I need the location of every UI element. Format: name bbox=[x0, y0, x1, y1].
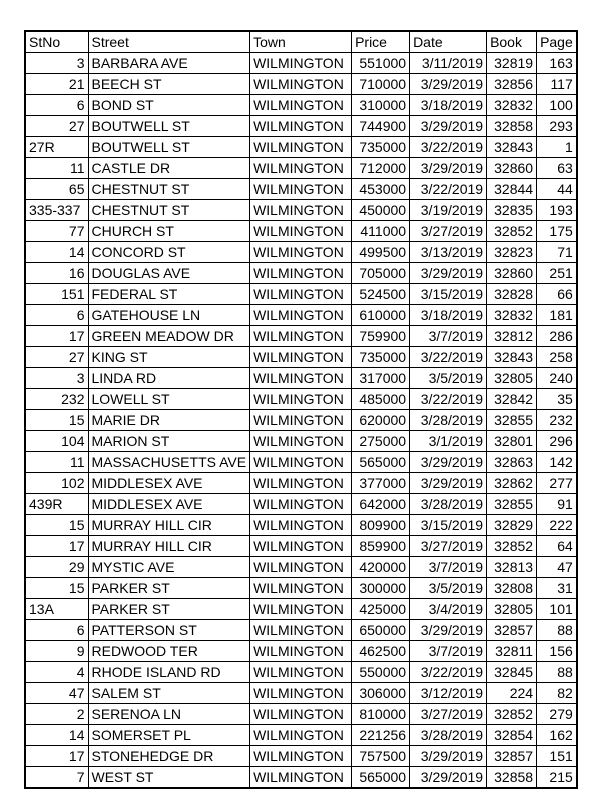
table-row bbox=[25, 683, 577, 704]
cell-stno[interactable]: 6 bbox=[25, 95, 88, 116]
cell-price[interactable]: 450000 bbox=[352, 200, 410, 221]
cell-page[interactable]: 175 bbox=[537, 221, 577, 242]
cell-date[interactable]: 3/28/2019 bbox=[410, 725, 487, 746]
cell-date[interactable]: 3/29/2019 bbox=[410, 746, 487, 767]
table-row bbox=[25, 221, 577, 242]
cell-price[interactable]: 377000 bbox=[352, 473, 410, 494]
cell-date[interactable]: 3/7/2019 bbox=[410, 326, 487, 347]
cell-book[interactable]: 32808 bbox=[487, 578, 537, 599]
cell-page[interactable]: 66 bbox=[537, 284, 577, 305]
cell-stno[interactable]: 16 bbox=[25, 263, 88, 284]
table-row bbox=[25, 578, 577, 599]
cell-date[interactable]: 3/29/2019 bbox=[410, 452, 487, 473]
cell-street[interactable]: BOUTWELL ST bbox=[88, 116, 250, 137]
cell-page[interactable]: 251 bbox=[537, 263, 577, 284]
cell-book[interactable]: 32823 bbox=[487, 242, 537, 263]
cell-town[interactable]: WILMINGTON bbox=[250, 95, 352, 116]
cell-page[interactable]: 142 bbox=[537, 452, 577, 473]
cell-town[interactable]: WILMINGTON bbox=[250, 284, 352, 305]
table-row bbox=[25, 536, 577, 557]
cell-price[interactable]: 420000 bbox=[352, 557, 410, 578]
cell-page[interactable]: 277 bbox=[537, 473, 577, 494]
cell-price[interactable]: 620000 bbox=[352, 410, 410, 431]
cell-price[interactable]: 300000 bbox=[352, 578, 410, 599]
cell-date[interactable]: 3/29/2019 bbox=[410, 620, 487, 641]
cell-page[interactable]: 156 bbox=[537, 641, 577, 662]
table-row bbox=[25, 641, 577, 662]
cell-book[interactable]: 32805 bbox=[487, 599, 537, 620]
cell-town[interactable]: WILMINGTON bbox=[250, 662, 352, 683]
table-row bbox=[25, 662, 577, 683]
cell-book[interactable]: 32852 bbox=[487, 704, 537, 725]
table-row bbox=[25, 389, 577, 410]
cell-town[interactable]: WILMINGTON bbox=[250, 221, 352, 242]
cell-town[interactable]: WILMINGTON bbox=[250, 53, 352, 74]
cell-page[interactable]: 44 bbox=[537, 179, 577, 200]
cell-street[interactable]: KING ST bbox=[88, 347, 250, 368]
column-header-stno[interactable]: StNo bbox=[25, 31, 88, 53]
table-row bbox=[25, 179, 577, 200]
cell-street[interactable]: BEECH ST bbox=[88, 74, 250, 95]
spreadsheet-region bbox=[24, 30, 578, 789]
cell-price[interactable]: 610000 bbox=[352, 305, 410, 326]
cell-date[interactable]: 3/29/2019 bbox=[410, 263, 487, 284]
cell-town[interactable]: WILMINGTON bbox=[250, 536, 352, 557]
table-body bbox=[25, 53, 577, 789]
cell-street[interactable]: MARION ST bbox=[88, 431, 250, 452]
cell-stno[interactable]: 27 bbox=[25, 116, 88, 137]
cell-page[interactable]: 232 bbox=[537, 410, 577, 431]
cell-date[interactable]: 3/15/2019 bbox=[410, 284, 487, 305]
cell-stno[interactable]: 27 bbox=[25, 347, 88, 368]
table-row bbox=[25, 515, 577, 536]
cell-town[interactable]: WILMINGTON bbox=[250, 347, 352, 368]
cell-book[interactable]: 32858 bbox=[487, 116, 537, 137]
cell-street[interactable]: LOWELL ST bbox=[88, 389, 250, 410]
cell-page[interactable]: 100 bbox=[537, 95, 577, 116]
cell-book[interactable]: 32819 bbox=[487, 53, 537, 74]
cell-page[interactable]: 35 bbox=[537, 389, 577, 410]
cell-price[interactable]: 710000 bbox=[352, 74, 410, 95]
cell-book[interactable]: 224 bbox=[487, 683, 537, 704]
cell-book[interactable]: 32860 bbox=[487, 263, 537, 284]
table-row bbox=[25, 326, 577, 347]
cell-date[interactable]: 3/7/2019 bbox=[410, 557, 487, 578]
cell-date[interactable]: 3/13/2019 bbox=[410, 242, 487, 263]
cell-price[interactable]: 524500 bbox=[352, 284, 410, 305]
cell-book[interactable]: 32862 bbox=[487, 473, 537, 494]
table-row bbox=[25, 494, 577, 515]
cell-page[interactable]: 31 bbox=[537, 578, 577, 599]
cell-date[interactable]: 3/29/2019 bbox=[410, 767, 487, 789]
cell-page[interactable]: 215 bbox=[537, 767, 577, 789]
cell-date[interactable]: 3/22/2019 bbox=[410, 347, 487, 368]
cell-stno[interactable]: 151 bbox=[25, 284, 88, 305]
table-row bbox=[25, 284, 577, 305]
cell-page[interactable]: 240 bbox=[537, 368, 577, 389]
cell-street[interactable]: FEDERAL ST bbox=[88, 284, 250, 305]
cell-price[interactable]: 485000 bbox=[352, 389, 410, 410]
cell-town[interactable]: WILMINGTON bbox=[250, 263, 352, 284]
cell-book[interactable]: 32843 bbox=[487, 137, 537, 158]
cell-street[interactable]: STONEHEDGE DR bbox=[88, 746, 250, 767]
cell-street[interactable]: CASTLE DR bbox=[88, 158, 250, 179]
cell-town[interactable]: WILMINGTON bbox=[250, 389, 352, 410]
cell-date[interactable]: 3/12/2019 bbox=[410, 683, 487, 704]
cell-stno[interactable]: 11 bbox=[25, 158, 88, 179]
cell-stno[interactable]: 11 bbox=[25, 452, 88, 473]
cell-date[interactable]: 3/27/2019 bbox=[410, 704, 487, 725]
cell-page[interactable]: 47 bbox=[537, 557, 577, 578]
cell-price[interactable]: 859900 bbox=[352, 536, 410, 557]
cell-stno[interactable]: 14 bbox=[25, 725, 88, 746]
cell-page[interactable]: 88 bbox=[537, 662, 577, 683]
cell-town[interactable]: WILMINGTON bbox=[250, 767, 352, 789]
cell-price[interactable]: 735000 bbox=[352, 347, 410, 368]
cell-stno[interactable]: 102 bbox=[25, 473, 88, 494]
table-row bbox=[25, 767, 577, 789]
cell-stno[interactable]: 335-337 bbox=[25, 200, 88, 221]
cell-page[interactable]: 151 bbox=[537, 746, 577, 767]
cell-street[interactable]: PARKER ST bbox=[88, 599, 250, 620]
cell-date[interactable]: 3/1/2019 bbox=[410, 431, 487, 452]
cell-book[interactable]: 32860 bbox=[487, 158, 537, 179]
cell-stno[interactable]: 4 bbox=[25, 662, 88, 683]
cell-date[interactable]: 3/5/2019 bbox=[410, 368, 487, 389]
cell-price[interactable]: 551000 bbox=[352, 53, 410, 74]
cell-town[interactable]: WILMINGTON bbox=[250, 473, 352, 494]
table-row bbox=[25, 263, 577, 284]
cell-book[interactable]: 32828 bbox=[487, 284, 537, 305]
cell-town[interactable]: WILMINGTON bbox=[250, 557, 352, 578]
cell-date[interactable]: 3/11/2019 bbox=[410, 53, 487, 74]
column-header-town[interactable]: Town bbox=[250, 31, 352, 53]
column-header-page[interactable]: Page bbox=[537, 31, 577, 53]
cell-stno[interactable]: 6 bbox=[25, 620, 88, 641]
cell-date[interactable]: 3/5/2019 bbox=[410, 578, 487, 599]
cell-town[interactable]: WILMINGTON bbox=[250, 200, 352, 221]
cell-date[interactable]: 3/28/2019 bbox=[410, 494, 487, 515]
cell-page[interactable]: 162 bbox=[537, 725, 577, 746]
cell-stno[interactable]: 14 bbox=[25, 242, 88, 263]
cell-town[interactable]: WILMINGTON bbox=[250, 725, 352, 746]
cell-book[interactable]: 32835 bbox=[487, 200, 537, 221]
cell-book[interactable]: 32843 bbox=[487, 347, 537, 368]
cell-street[interactable]: MASSACHUSETTS AVE bbox=[88, 452, 250, 473]
cell-page[interactable]: 101 bbox=[537, 599, 577, 620]
cell-date[interactable]: 3/27/2019 bbox=[410, 536, 487, 557]
table-row bbox=[25, 116, 577, 137]
cell-date[interactable]: 3/22/2019 bbox=[410, 662, 487, 683]
table-row bbox=[25, 452, 577, 473]
cell-street[interactable]: BOUTWELL ST bbox=[88, 137, 250, 158]
cell-page[interactable]: 222 bbox=[537, 515, 577, 536]
cell-street[interactable]: WEST ST bbox=[88, 767, 250, 789]
cell-street[interactable]: PATTERSON ST bbox=[88, 620, 250, 641]
cell-town[interactable]: WILMINGTON bbox=[250, 599, 352, 620]
column-header-date[interactable]: Date bbox=[410, 31, 487, 53]
cell-book[interactable]: 32845 bbox=[487, 662, 537, 683]
cell-book[interactable]: 32852 bbox=[487, 536, 537, 557]
cell-page[interactable]: 279 bbox=[537, 704, 577, 725]
cell-street[interactable]: REDWOOD TER bbox=[88, 641, 250, 662]
cell-stno[interactable]: 439R bbox=[25, 494, 88, 515]
cell-book[interactable]: 32842 bbox=[487, 389, 537, 410]
cell-street[interactable]: GREEN MEADOW DR bbox=[88, 326, 250, 347]
table-row bbox=[25, 74, 577, 95]
cell-stno[interactable]: 27R bbox=[25, 137, 88, 158]
cell-stno[interactable]: 15 bbox=[25, 515, 88, 536]
cell-town[interactable]: WILMINGTON bbox=[250, 746, 352, 767]
cell-page[interactable]: 163 bbox=[537, 53, 577, 74]
cell-town[interactable]: WILMINGTON bbox=[250, 242, 352, 263]
cell-street[interactable]: DOUGLAS AVE bbox=[88, 263, 250, 284]
table-row bbox=[25, 158, 577, 179]
table-row bbox=[25, 242, 577, 263]
cell-price[interactable]: 810000 bbox=[352, 704, 410, 725]
column-header-book[interactable]: Book bbox=[487, 31, 537, 53]
cell-town[interactable]: WILMINGTON bbox=[250, 179, 352, 200]
cell-page[interactable]: 293 bbox=[537, 116, 577, 137]
header-row bbox=[25, 31, 577, 53]
cell-book[interactable]: 32844 bbox=[487, 179, 537, 200]
cell-street[interactable]: SERENOA LN bbox=[88, 704, 250, 725]
cell-book[interactable]: 32855 bbox=[487, 410, 537, 431]
cell-book[interactable]: 32801 bbox=[487, 431, 537, 452]
table-row bbox=[25, 410, 577, 431]
cell-street[interactable]: BARBARA AVE bbox=[88, 53, 250, 74]
cell-street[interactable]: MURRAY HILL CIR bbox=[88, 515, 250, 536]
table-row bbox=[25, 200, 577, 221]
cell-stno[interactable]: 47 bbox=[25, 683, 88, 704]
cell-book[interactable]: 32857 bbox=[487, 620, 537, 641]
cell-page[interactable]: 71 bbox=[537, 242, 577, 263]
table-row bbox=[25, 137, 577, 158]
cell-town[interactable]: WILMINGTON bbox=[250, 620, 352, 641]
cell-stno[interactable]: 9 bbox=[25, 641, 88, 662]
cell-date[interactable]: 3/22/2019 bbox=[410, 179, 487, 200]
cell-price[interactable]: 565000 bbox=[352, 767, 410, 789]
cell-book[interactable]: 32829 bbox=[487, 515, 537, 536]
cell-stno[interactable]: 29 bbox=[25, 557, 88, 578]
cell-price[interactable]: 757500 bbox=[352, 746, 410, 767]
cell-date[interactable]: 3/18/2019 bbox=[410, 305, 487, 326]
cell-stno[interactable]: 232 bbox=[25, 389, 88, 410]
cell-town[interactable]: WILMINGTON bbox=[250, 116, 352, 137]
cell-price[interactable]: 453000 bbox=[352, 179, 410, 200]
cell-date[interactable]: 3/15/2019 bbox=[410, 515, 487, 536]
cell-town[interactable]: WILMINGTON bbox=[250, 683, 352, 704]
cell-street[interactable]: SOMERSET PL bbox=[88, 725, 250, 746]
cell-page[interactable]: 1 bbox=[537, 137, 577, 158]
table-row bbox=[25, 746, 577, 767]
cell-stno[interactable]: 15 bbox=[25, 578, 88, 599]
column-header-street[interactable]: Street bbox=[88, 31, 250, 53]
table-row bbox=[25, 95, 577, 116]
cell-town[interactable]: WILMINGTON bbox=[250, 515, 352, 536]
cell-page[interactable]: 296 bbox=[537, 431, 577, 452]
cell-date[interactable]: 3/22/2019 bbox=[410, 389, 487, 410]
cell-stno[interactable]: 77 bbox=[25, 221, 88, 242]
cell-page[interactable]: 258 bbox=[537, 347, 577, 368]
cell-book[interactable]: 32813 bbox=[487, 557, 537, 578]
cell-street[interactable]: BOND ST bbox=[88, 95, 250, 116]
cell-price[interactable]: 759900 bbox=[352, 326, 410, 347]
table-row bbox=[25, 704, 577, 725]
cell-book[interactable]: 32852 bbox=[487, 221, 537, 242]
cell-page[interactable]: 286 bbox=[537, 326, 577, 347]
cell-book[interactable]: 32812 bbox=[487, 326, 537, 347]
cell-price[interactable]: 310000 bbox=[352, 95, 410, 116]
cell-street[interactable]: SALEM ST bbox=[88, 683, 250, 704]
table-row bbox=[25, 431, 577, 452]
cell-date[interactable]: 3/4/2019 bbox=[410, 599, 487, 620]
cell-book[interactable]: 32805 bbox=[487, 368, 537, 389]
cell-stno[interactable]: 3 bbox=[25, 53, 88, 74]
cell-page[interactable]: 91 bbox=[537, 494, 577, 515]
table-row bbox=[25, 557, 577, 578]
cell-town[interactable]: WILMINGTON bbox=[250, 494, 352, 515]
cell-street[interactable]: MIDDLESEX AVE bbox=[88, 494, 250, 515]
cell-stno[interactable]: 17 bbox=[25, 536, 88, 557]
cell-page[interactable]: 181 bbox=[537, 305, 577, 326]
cell-book[interactable]: 32854 bbox=[487, 725, 537, 746]
cell-street[interactable]: CONCORD ST bbox=[88, 242, 250, 263]
cell-price[interactable]: 306000 bbox=[352, 683, 410, 704]
table-row bbox=[25, 305, 577, 326]
cell-street[interactable]: MARIE DR bbox=[88, 410, 250, 431]
cell-price[interactable]: 809900 bbox=[352, 515, 410, 536]
cell-town[interactable]: WILMINGTON bbox=[250, 74, 352, 95]
table-row bbox=[25, 347, 577, 368]
cell-town[interactable]: WILMINGTON bbox=[250, 578, 352, 599]
cell-price[interactable]: 565000 bbox=[352, 452, 410, 473]
cell-street[interactable]: CHESTNUT ST bbox=[88, 179, 250, 200]
cell-price[interactable]: 221256 bbox=[352, 725, 410, 746]
cell-street[interactable]: MIDDLESEX AVE bbox=[88, 473, 250, 494]
cell-date[interactable]: 3/27/2019 bbox=[410, 221, 487, 242]
table-row bbox=[25, 599, 577, 620]
cell-town[interactable]: WILMINGTON bbox=[250, 452, 352, 473]
cell-town[interactable]: WILMINGTON bbox=[250, 641, 352, 662]
cell-book[interactable]: 32856 bbox=[487, 74, 537, 95]
cell-stno[interactable]: 17 bbox=[25, 746, 88, 767]
cell-street[interactable]: LINDA RD bbox=[88, 368, 250, 389]
cell-stno[interactable]: 104 bbox=[25, 431, 88, 452]
table-row bbox=[25, 53, 577, 74]
cell-stno[interactable]: 65 bbox=[25, 179, 88, 200]
cell-price[interactable]: 642000 bbox=[352, 494, 410, 515]
cell-price[interactable]: 411000 bbox=[352, 221, 410, 242]
cell-date[interactable]: 3/29/2019 bbox=[410, 116, 487, 137]
cell-date[interactable]: 3/19/2019 bbox=[410, 200, 487, 221]
cell-town[interactable]: WILMINGTON bbox=[250, 704, 352, 725]
cell-book[interactable]: 32855 bbox=[487, 494, 537, 515]
cell-page[interactable]: 193 bbox=[537, 200, 577, 221]
cell-book[interactable]: 32863 bbox=[487, 452, 537, 473]
table-row bbox=[25, 473, 577, 494]
table-row bbox=[25, 368, 577, 389]
cell-book[interactable]: 32832 bbox=[487, 95, 537, 116]
cell-page[interactable]: 117 bbox=[537, 74, 577, 95]
cell-book[interactable]: 32811 bbox=[487, 641, 537, 662]
cell-price[interactable]: 550000 bbox=[352, 662, 410, 683]
cell-stno[interactable]: 6 bbox=[25, 305, 88, 326]
cell-date[interactable]: 3/18/2019 bbox=[410, 95, 487, 116]
cell-book[interactable]: 32858 bbox=[487, 767, 537, 789]
cell-street[interactable]: CHURCH ST bbox=[88, 221, 250, 242]
cell-street[interactable]: MYSTIC AVE bbox=[88, 557, 250, 578]
cell-price[interactable]: 705000 bbox=[352, 263, 410, 284]
cell-town[interactable]: WILMINGTON bbox=[250, 305, 352, 326]
cell-price[interactable]: 499500 bbox=[352, 242, 410, 263]
cell-price[interactable]: 275000 bbox=[352, 431, 410, 452]
cell-date[interactable]: 3/29/2019 bbox=[410, 473, 487, 494]
cell-stno[interactable]: 2 bbox=[25, 704, 88, 725]
cell-town[interactable]: WILMINGTON bbox=[250, 368, 352, 389]
cell-page[interactable]: 82 bbox=[537, 683, 577, 704]
cell-page[interactable]: 88 bbox=[537, 620, 577, 641]
cell-price[interactable]: 317000 bbox=[352, 368, 410, 389]
column-header-price[interactable]: Price bbox=[352, 31, 410, 53]
cell-date[interactable]: 3/22/2019 bbox=[410, 137, 487, 158]
cell-stno[interactable]: 15 bbox=[25, 410, 88, 431]
cell-town[interactable]: WILMINGTON bbox=[250, 158, 352, 179]
cell-page[interactable]: 63 bbox=[537, 158, 577, 179]
cell-price[interactable]: 735000 bbox=[352, 137, 410, 158]
cell-price[interactable]: 425000 bbox=[352, 599, 410, 620]
cell-date[interactable]: 3/7/2019 bbox=[410, 641, 487, 662]
cell-price[interactable]: 744900 bbox=[352, 116, 410, 137]
cell-date[interactable]: 3/28/2019 bbox=[410, 410, 487, 431]
cell-stno[interactable]: 3 bbox=[25, 368, 88, 389]
cell-street[interactable]: CHESTNUT ST bbox=[88, 200, 250, 221]
cell-stno[interactable]: 21 bbox=[25, 74, 88, 95]
cell-date[interactable]: 3/29/2019 bbox=[410, 158, 487, 179]
cell-street[interactable]: MURRAY HILL CIR bbox=[88, 536, 250, 557]
cell-stno[interactable]: 17 bbox=[25, 326, 88, 347]
cell-book[interactable]: 32857 bbox=[487, 746, 537, 767]
cell-page[interactable]: 64 bbox=[537, 536, 577, 557]
cell-price[interactable]: 462500 bbox=[352, 641, 410, 662]
cell-book[interactable]: 32832 bbox=[487, 305, 537, 326]
cell-town[interactable]: WILMINGTON bbox=[250, 410, 352, 431]
property-sales-table bbox=[24, 30, 578, 789]
cell-stno[interactable]: 13A bbox=[25, 599, 88, 620]
cell-price[interactable]: 650000 bbox=[352, 620, 410, 641]
cell-street[interactable]: RHODE ISLAND RD bbox=[88, 662, 250, 683]
cell-stno[interactable]: 7 bbox=[25, 767, 88, 789]
table-row bbox=[25, 620, 577, 641]
cell-town[interactable]: WILMINGTON bbox=[250, 431, 352, 452]
cell-town[interactable]: WILMINGTON bbox=[250, 326, 352, 347]
cell-street[interactable]: GATEHOUSE LN bbox=[88, 305, 250, 326]
cell-town[interactable]: WILMINGTON bbox=[250, 137, 352, 158]
table-row bbox=[25, 725, 577, 746]
cell-price[interactable]: 712000 bbox=[352, 158, 410, 179]
cell-street[interactable]: PARKER ST bbox=[88, 578, 250, 599]
cell-date[interactable]: 3/29/2019 bbox=[410, 74, 487, 95]
